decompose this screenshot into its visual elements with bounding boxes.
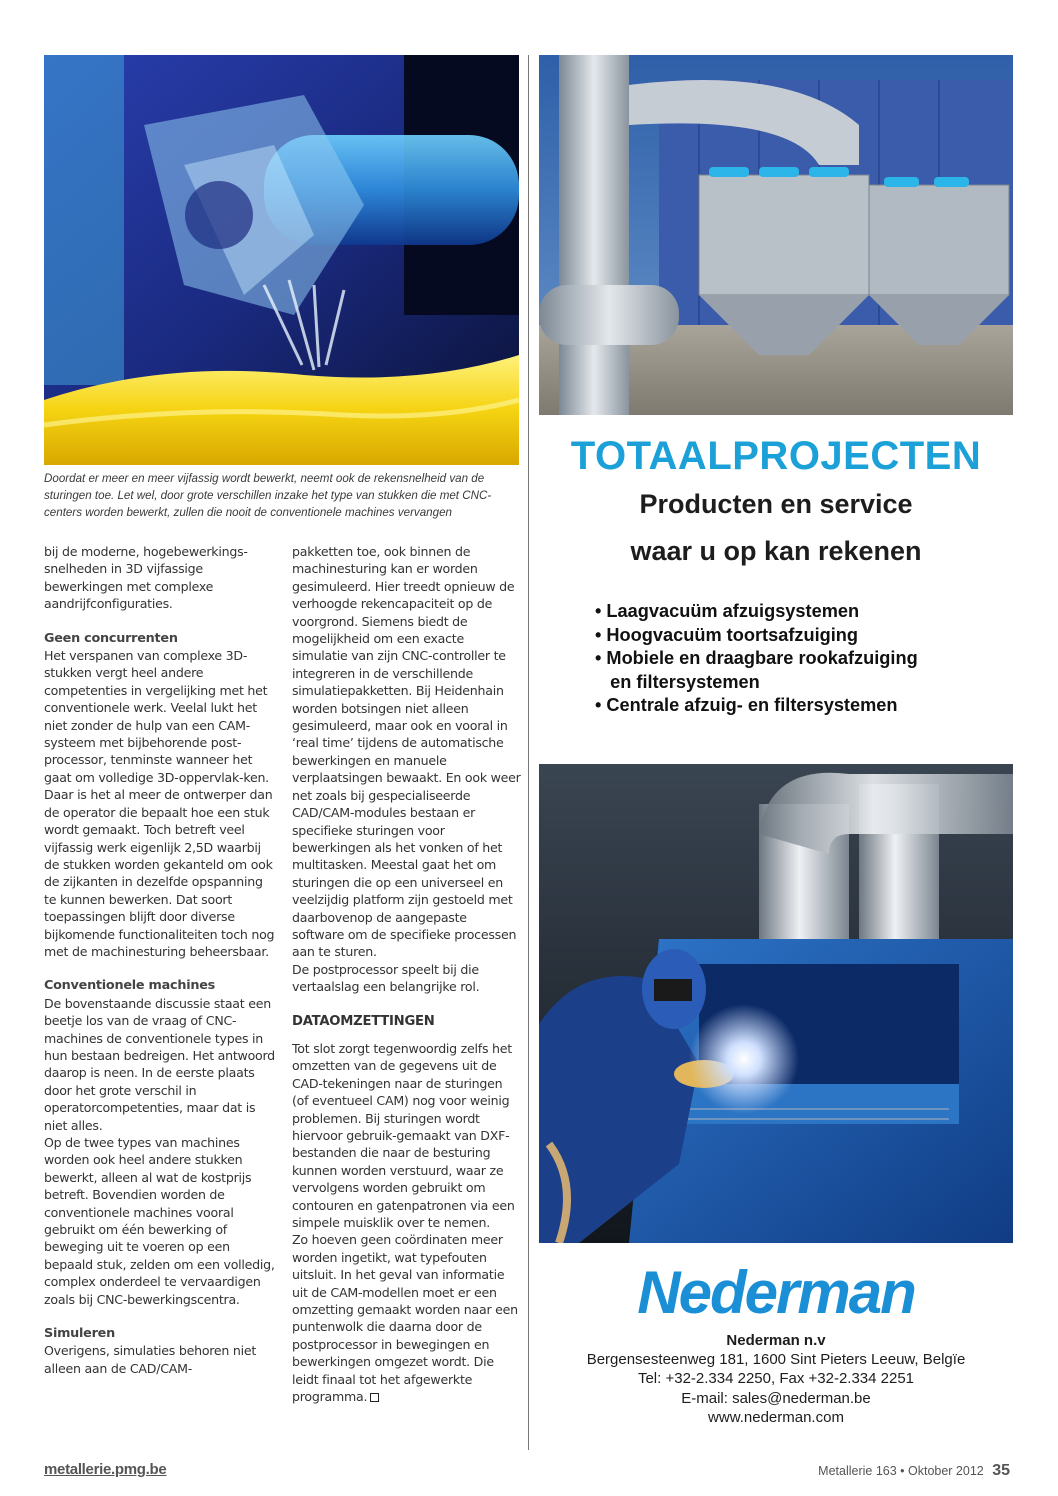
article-column-2 bbox=[292, 543, 522, 1406]
welder-photo bbox=[539, 764, 1013, 1243]
paragraph: De postprocessor speelt bij die vertaalslag een belangrijke rol. bbox=[292, 961, 480, 995]
ad-contact-block bbox=[539, 1331, 1013, 1427]
list-item: en filtersystemen bbox=[595, 671, 760, 692]
ad-subline-2: waar u op kan rekenen bbox=[630, 536, 922, 566]
company-email[interactable]: E-mail: sales@nederman.be bbox=[681, 1389, 871, 1407]
extraction-units-photo bbox=[539, 55, 1013, 415]
column-divider bbox=[528, 55, 529, 1450]
company-name: Nederman n.v bbox=[726, 1332, 826, 1349]
issue-label: Metallerie 163 • Oktober 2012 bbox=[818, 1464, 984, 1478]
company-address: Bergensesteenweg 181, 1600 Sint Pieters Leeuw, Belgïe bbox=[586, 1351, 966, 1369]
footer-site-link[interactable]: metallerie.pmg.be bbox=[44, 1461, 167, 1478]
nederman-logo: Nederman bbox=[637, 1259, 915, 1326]
ad-subline-1: Producten en service bbox=[639, 489, 913, 519]
article-column-1 bbox=[44, 543, 276, 1377]
paragraph: Overigens, simulaties behoren niet alleen aan de CAD/CAM- bbox=[44, 1343, 257, 1376]
paragraph: Het verspanen van complexe 3D-stukken vergt heel andere competenties in vergelijking met het conventionele werk. Veelal lukt het niet zonder de hulp van een CAM-systeem met bijbehorende post-processor, tenminste wanneer het gaat om volledige 3D-oppervlak-ken. Daar is het al meer de ontwerper dan de operator die bepaalt hoe een stuk wordt gemaakt. Toch betreft veel vijfassig werk eigenlijk 2,5D waarbij de stukken worden gekanteld om ook de zijkanten in dezelfde opspanning te kunnen bewerken. Dat soort toepassingen blijft door diverse bijkomende functionaliteiten toch nog met de machinesturing beheersbaar. bbox=[44, 648, 275, 959]
list-item: • Hoogvacuüm toortsafzuiging bbox=[595, 624, 859, 645]
list-item: • Laagvacuüm afzuigsystemen bbox=[595, 601, 860, 621]
cnc-machine-photo bbox=[44, 55, 519, 465]
paragraph: Tot slot zorgt tegenwoordig zelfs het omzetten van de gegevens uit de CAD-tekeningen naar de sturingen (of eventueel CAM) nog voor weinig problemen. Bij sturingen wordt hiervoor gebruik-gemaakt van DXF-bestanden die naar de besturing kunnen worden verstuurd, waar ze vervolgens worden gebruikt om contouren en gatenpatronen via een simpele muisklik over te nemen. bbox=[292, 1040, 515, 1231]
list-item: • Mobiele en draagbare rookafzuiging bbox=[595, 648, 918, 668]
ad-headline: TOTAALPROJECTEN bbox=[570, 434, 982, 478]
end-of-article-icon bbox=[370, 1393, 379, 1402]
section-heading-caps: DATAOMZETTINGEN bbox=[292, 1013, 435, 1029]
list-item: • Centrale afzuig- en filtersystemen bbox=[595, 695, 898, 715]
footer-issue-info bbox=[818, 1462, 1010, 1480]
article-intro: bij de moderne, hogebewerkings-snelheden in 3D vijfassige bewerkingen met complexe aandrijfconfiguraties. bbox=[44, 544, 248, 612]
paragraph bbox=[292, 1231, 522, 1405]
section-heading: Simuleren bbox=[44, 1326, 115, 1342]
section-heading: Conventionele machines bbox=[44, 978, 215, 994]
company-phone: Tel: +32-2.334 2250, Fax +32-2.334 2251 bbox=[637, 1370, 915, 1388]
photo-caption: Doordat er meer en meer vijfassig wordt bewerkt, neemt ook de rekensnelheid van de sturingen toe. Let wel, door grote verschillen inzake het type van stukken die met CNC-centers worden bewerkt, zullen die nooit de conventionele machines vervangen bbox=[44, 472, 492, 519]
company-website[interactable]: www.nederman.com bbox=[708, 1408, 844, 1426]
ad-feature-list bbox=[595, 600, 1005, 718]
paragraph-text: Zo hoeven geen coördinaten meer worden ingetikt, wat typefouten uitsluit. In het geval van informatie uit de CAM-modellen moet er een omzetting gemaakt worden naar een puntenwolk die daarna door de postprocessor in bewegingen en bewerkingen omgezet wordt. Die leidt finaal tot het afgewerkte programma. bbox=[292, 1232, 518, 1405]
paragraph: pakketten toe, ook binnen de machinesturing kan er worden gesimuleerd. Hier treedt opnieuw de verhoogde rekencapaciteit op de voorgrond. Siemens biedt de mogelijkheid om een exacte simulatie van zijn CNC-controller te integreren in de verschillende simulatiepakketten. Bij Heidenhain worden botsingen niet alleen gesimuleerd, maar ook en vooral in ‘real time’ tijdens de automatische bewerkingen en manuele verplaatsingen bewaakt. En ook weer net zoals bij gespecialiseerde CAD/CAM-modules bestaan er specifieke sturingen voor bewerkingen als het vonken of het multitasken. Meestal gaat het om sturingen die op een universeel en veelzijdig platform zijn gestoeld met daarbovenop de aangepaste software om de specifieke processen aan te sturen. bbox=[292, 544, 521, 960]
paragraph: Op de twee types van machines worden ook heel andere stukken bewerkt, alleen al wat de kostprijs betreft. Bovendien worden de conventionele machines vooral gebruikt om één bewerking of beweging uit te voeren op een bepaald stuk, zelden om een volledig, complex onderdeel te vervaardigen zoals bij CNC-bewerkingscentra. bbox=[44, 1135, 275, 1307]
page-number: 35 bbox=[992, 1462, 1010, 1479]
section-heading: Geen concurrenten bbox=[44, 630, 178, 646]
paragraph: De bovenstaande discussie staat een beetje los van de vraag of CNC-machines de conventionele types in hun bestaan bedreigen. Het antwoord daarop is neen. In de eerste plaats door het grote verschil in operatorcompetenties, maar dat is niet alles. bbox=[44, 995, 275, 1133]
